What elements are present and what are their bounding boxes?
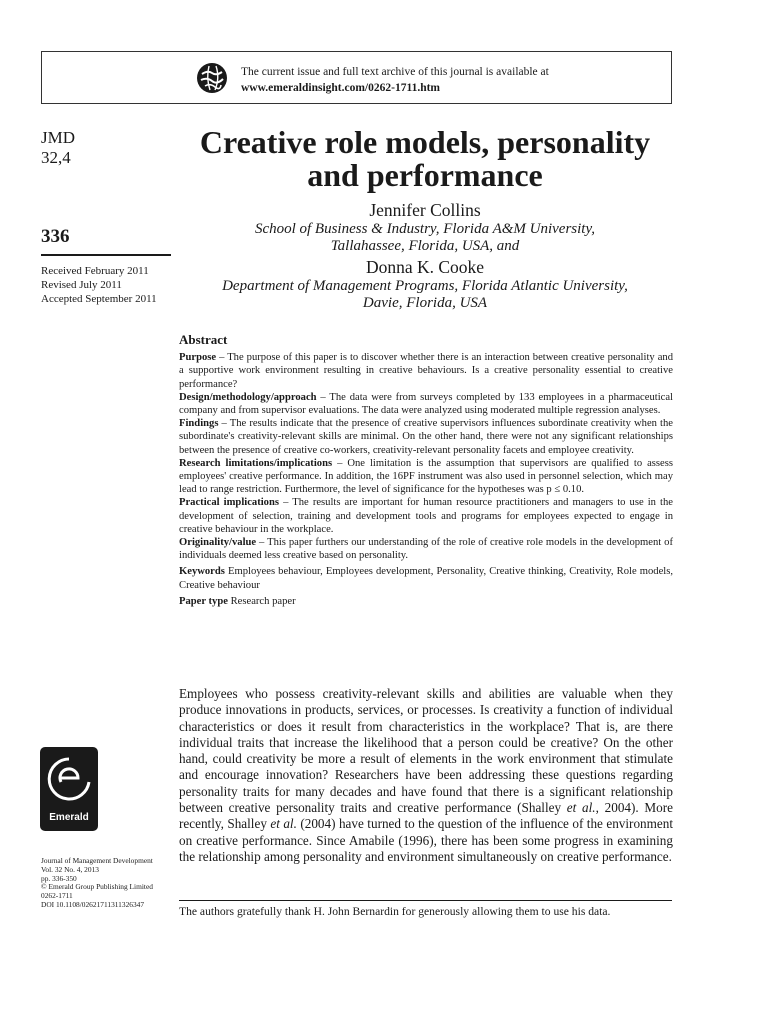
abstract-practical xyxy=(179,496,673,536)
affiliation-line: School of Business & Industry, Florida A&M University, xyxy=(254,221,596,237)
section-label: Design/methodology/approach xyxy=(179,391,317,403)
abstract-originality xyxy=(179,536,673,562)
section-text: – This paper furthers our understanding of the role of creative role models in the development of individuals deemed less creative based on personality. xyxy=(179,537,673,562)
title-line: and performance xyxy=(307,157,543,193)
body-text-span: , 2004). More recently, Shalley xyxy=(179,800,673,832)
author-block xyxy=(170,199,680,313)
journal-copyright: © Emerald Group Publishing Limited xyxy=(41,882,153,892)
abstract-heading: Abstract xyxy=(179,332,228,347)
section-text: – The results are important for human resource practitioners and managers to use in the development of selection, training and development tools and programs for employees expected to engage in creative behaviour in the workplace. xyxy=(179,497,673,535)
sidebar-rule xyxy=(41,254,171,256)
page-number: 336 xyxy=(41,226,70,247)
date-revised: Revised July 2011 xyxy=(41,279,122,291)
author-affiliation xyxy=(170,221,680,255)
article-title xyxy=(170,126,680,192)
banner-line: The current issue and full text archive of this journal is available at xyxy=(241,66,549,78)
body-paragraph xyxy=(179,686,673,865)
journal-issn: 0262-1711 xyxy=(41,891,73,901)
journal-abbr: JMD xyxy=(41,128,76,147)
affiliation-line: Davie, Florida, USA xyxy=(362,295,488,311)
footnote-rule xyxy=(179,900,672,901)
journal-volume: Vol. 32 No. 4, 2013 xyxy=(41,864,99,874)
journal-name: Journal of Management Development xyxy=(41,856,153,865)
abstract-purpose xyxy=(179,351,673,391)
affiliation-line: Tallahassee, Florida, USA, and xyxy=(330,238,520,254)
journal-info xyxy=(41,857,173,910)
journal-url-link[interactable]: www.emeraldinsight.com/0262-1711.htm xyxy=(241,82,441,94)
section-text: – The data were from surveys completed by 133 employees in a pharmaceutical company and from supervisor evaluations. The data were analyzed using moderated multiple regression analyses. xyxy=(179,391,673,417)
logo-wordmark: Emerald xyxy=(49,812,89,823)
author-name: Donna K. Cooke xyxy=(365,257,485,277)
title-line: Creative role models, personality xyxy=(199,124,651,160)
section-text: Employees behaviour, Employees development, Personality, Creative thinking, Creativity, Role models, Creative behaviour xyxy=(179,566,673,591)
abstract-paper-type xyxy=(179,595,673,608)
section-label: Research limitations/implications xyxy=(179,457,333,469)
abstract-design xyxy=(179,391,673,417)
abstract-keywords xyxy=(179,565,673,591)
acknowledgement-footnote: The authors gratefully thank H. John Bernardin for generously allowing them to use his data. xyxy=(179,905,611,918)
section-label: Keywords xyxy=(179,566,225,578)
author-name: Jennifer Collins xyxy=(369,200,481,220)
date-accepted: Accepted September 2011 xyxy=(41,293,157,305)
section-text: – The purpose of this paper is to discover whether there is an interaction between creative personality and a supportive work environment resulting in creative behaviours. Is a creative personality essential to creative performance? xyxy=(179,352,673,390)
section-label: Purpose xyxy=(179,352,217,364)
emerald-logo xyxy=(40,747,98,831)
citation-etal: et al. xyxy=(566,800,596,816)
emerald-logo-icon xyxy=(40,749,98,811)
citation-etal: et al. xyxy=(270,816,297,832)
body-text-span: (2004) have turned to the question of the influence of the environment on creative performance. Since Amabile (1996), there has been some progress in examining the relationship among personality and environment simultaneously on creative performance. xyxy=(179,816,673,864)
body-text-span: Employees who possess creativity-relevant skills and abilities are valuable when they produce innovations in products, services, or processes. Is creativity a function of individual characteristics or does it result from characteristics in the workplace? That is, are there individual traits that increase the likelihood that a person could be creative? On the other hand, could creativity be more a result of elements in the work environment that stimulate and encourage innovation? Researchers have been addressing these questions regarding personality traits for many decades and have found that there is a significant relationship between creative personality traits and creative performance (Shalley xyxy=(179,686,673,816)
abstract-findings xyxy=(179,417,673,457)
section-text: – One limitation is the assumption that supervisors are qualified to assess employees' creative performance. In addition, the 16PF instrument was also used in personnel selection, which may lead to range restriction. Furthermore, the level of significance for the hypotheses was p ≤ 0.10. xyxy=(179,457,673,496)
section-label: Originality/value xyxy=(179,537,257,549)
author-affiliation xyxy=(170,278,680,312)
section-text: Research paper xyxy=(227,595,296,607)
section-label: Practical implications xyxy=(179,497,279,509)
journal-abbr-volume xyxy=(41,128,173,168)
abstract xyxy=(179,333,673,608)
volume-issue: 32,4 xyxy=(41,148,71,167)
abstract-limitations xyxy=(179,457,673,497)
globe-icon xyxy=(196,62,228,94)
journal-pages: pp. 336-350 xyxy=(41,873,77,883)
date-received: Received February 2011 xyxy=(41,265,149,277)
article-dates xyxy=(41,264,173,306)
section-label: Paper type xyxy=(179,595,228,607)
section-label: Findings xyxy=(179,418,219,430)
journal-banner xyxy=(41,51,672,104)
journal-doi: DOI 10.1108/02621711311326347 xyxy=(41,899,145,909)
affiliation-line: Department of Management Programs, Florida Atlantic University, xyxy=(222,278,628,294)
section-text: – The results indicate that the presence of creative supervisors influences subordinate creativity when the subordinate's creativity-relevant skills are minimal. On the other hand, there were not any significant relationships between the presence of creative co-workers, creativity-relevant personality facets and employee creativity. xyxy=(179,418,673,456)
